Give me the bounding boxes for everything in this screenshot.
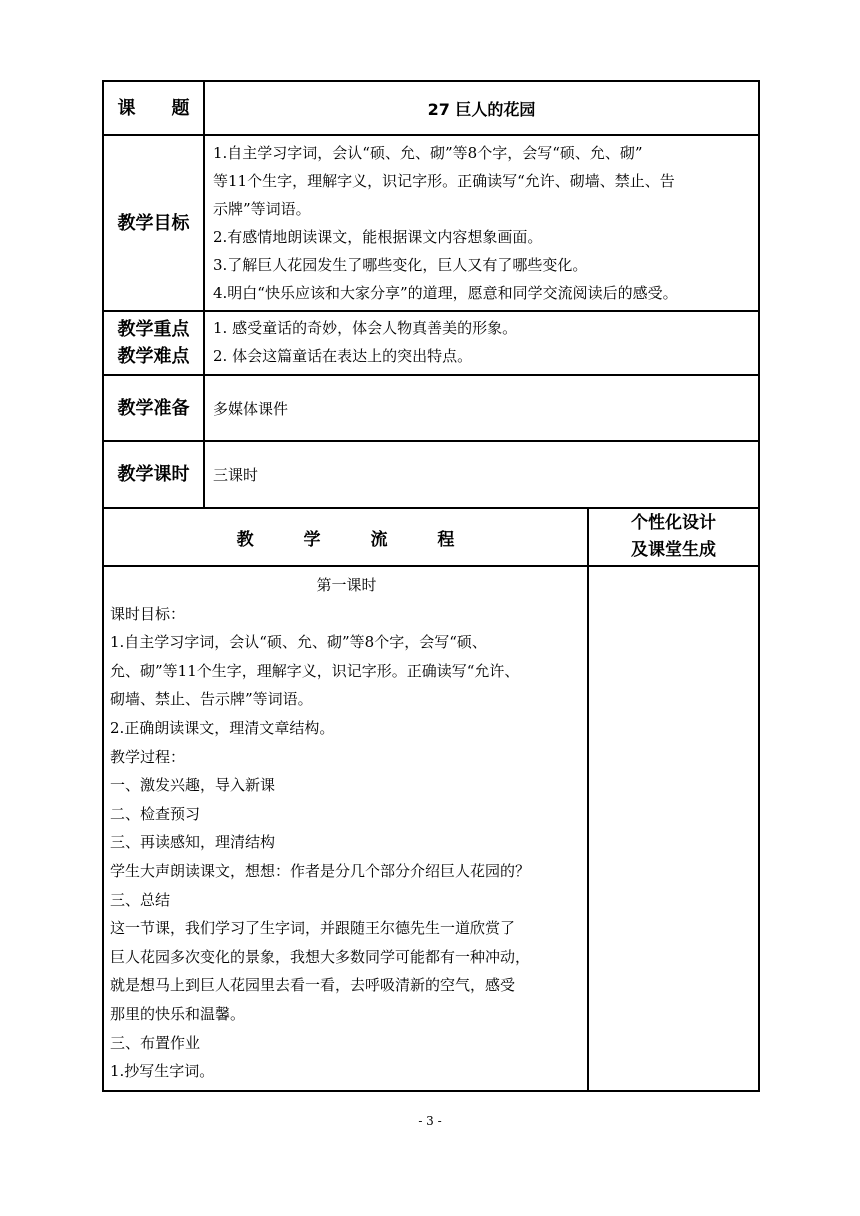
periods-row [103, 441, 759, 508]
personalized-design-header [588, 508, 759, 566]
process-line: 这一节课，我们学习了生字词，并跟随王尔德先生一道欣赏了 [110, 919, 516, 938]
process-line: 就是想马上到巨人花园里去看一看，去呼吸清新的空气，感受 [110, 976, 516, 995]
flow-header-char: 教 [236, 529, 254, 550]
flow-header-char: 流 [370, 529, 388, 550]
process-line: 1.自主学习字词，会认“硕、允、砌”等8个字，会写“硕、 [110, 633, 487, 652]
objectives-label: 教学目标 [103, 135, 204, 311]
objective-line: 2.有感情地朗读课文，能根据课文内容想象画面。 [213, 228, 543, 246]
process-line: 允、砌”等11个生字，理解字义，识记字形。正确读写“允许、 [110, 661, 520, 680]
objective-line: 3.了解巨人花园发生了哪些变化，巨人又有了哪些变化。 [213, 256, 588, 274]
objectives-content [204, 135, 759, 311]
process-line: 砌墙、禁止、告示牌”等词语。 [110, 690, 313, 709]
objective-line: 等11个生字，理解字义，识记字形。正确读写“允许、砌墙、禁止、告 [213, 172, 675, 190]
process-line: 三、布置作业 [110, 1033, 201, 1052]
process-line: 一、激发兴趣，导入新课 [110, 776, 276, 795]
key-points-row [103, 311, 759, 375]
personalized-design-content [588, 566, 759, 1091]
flow-header-char: 学 [303, 529, 321, 550]
objective-line: 4.明白“快乐应该和大家分享”的道理，愿意和同学交流阅读后的感受。 [213, 284, 678, 302]
process-line: 那里的快乐和温馨。 [110, 1004, 246, 1023]
preparation-value: 多媒体课件 [204, 375, 759, 441]
process-line: 三、总结 [110, 890, 171, 909]
periods-value: 三课时 [204, 441, 759, 508]
key-points-content [204, 311, 759, 375]
design-header-line2: 及课堂生成 [631, 540, 716, 560]
period-title: 第一课时 [316, 576, 377, 594]
process-line: 1.抄写生字词。 [110, 1062, 215, 1081]
teaching-process-content [103, 566, 588, 1091]
key-points-label-line1: 教学重点 [117, 319, 190, 340]
process-line: 教学过程： [110, 747, 186, 766]
design-header-line1: 个性化设计 [631, 513, 716, 533]
objectives-row [103, 135, 759, 311]
key-point-line: 1. 感受童话的奇妙，体会人物真善美的形象。 [213, 319, 518, 337]
teaching-flow-header [103, 508, 588, 566]
process-row [103, 566, 759, 1091]
process-line: 课时目标： [110, 604, 186, 623]
topic-row [103, 81, 759, 135]
process-line: 学生大声朗读课文，想想：作者是分几个部分介绍巨人花园的？ [110, 861, 531, 880]
process-line: 巨人花园多次变化的景象，我想大多数同学可能都有一种冲动， [110, 947, 531, 966]
lesson-plan-table [102, 80, 760, 1092]
objective-line: 示牌”等词语。 [213, 200, 311, 218]
flow-header-char: 程 [437, 529, 455, 550]
key-points-label-line2: 教学难点 [117, 346, 190, 367]
key-points-label [103, 311, 204, 375]
process-line: 二、检查预习 [110, 804, 201, 823]
topic-label: 课 题 [103, 81, 204, 135]
process-line: 2.正确朗读课文，理清文章结构。 [110, 718, 335, 737]
preparation-label: 教学准备 [103, 375, 204, 441]
key-point-line: 2. 体会这篇童话在表达上的突出特点。 [213, 347, 473, 365]
process-line: 三、再读感知，理清结构 [110, 833, 276, 852]
periods-label: 教学课时 [103, 441, 204, 508]
page-number: - 3 - [418, 1114, 442, 1128]
preparation-row [103, 375, 759, 441]
flow-header-row [103, 508, 759, 566]
lesson-title: 27 巨人的花园 [204, 81, 759, 135]
objective-line: 1.自主学习字词，会认“硕、允、砌”等8个字，会写“硕、允、砌” [213, 144, 643, 162]
